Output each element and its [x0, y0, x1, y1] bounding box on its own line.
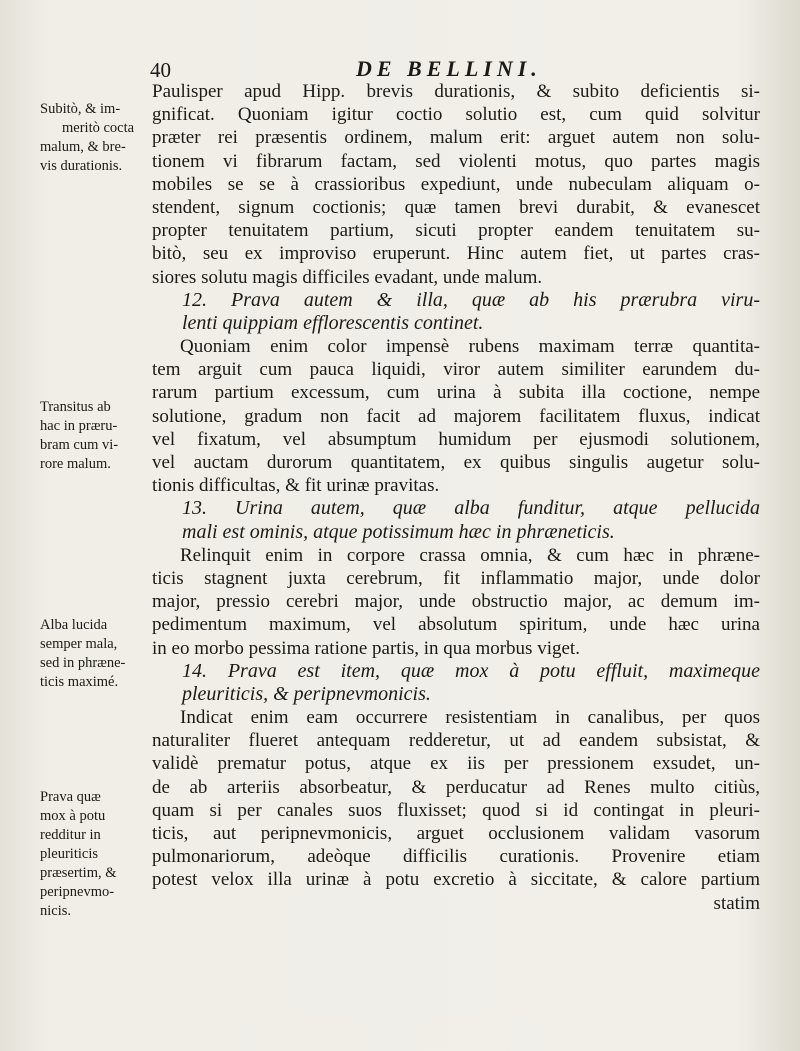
text-line: pedimentum maximum, vel absolutum spiritum, unde hæc urina	[152, 614, 760, 636]
aphorism-heading: 13. Urina autem, quæ alba funditur, atque pellucida	[182, 497, 760, 520]
margin-line: Transitus ab	[40, 399, 111, 415]
margin-line: bram cum vi-	[40, 437, 119, 453]
text-line: tem arguit cum pauca liquidi, viror autem similiter earundem du-	[152, 359, 760, 381]
margin-line: ticis maximé.	[40, 674, 119, 690]
text-line: solutione, gradum non facit ad majorem facilitatem fluxus, indicat	[152, 405, 760, 427]
text-line: major, pressio cerebri major, unde obstructio major, ac demum im-	[152, 591, 760, 613]
text-line: tionem vi fibrarum factam, sed violenti motus, quo partes magis	[152, 150, 760, 172]
margin-note-2	[40, 398, 118, 474]
margin-line: Prava quæ	[40, 789, 101, 805]
aphorism-heading: lenti quippiam efflorescentis continet.	[182, 311, 484, 334]
margin-line: Alba lucida	[40, 617, 108, 633]
text-line: rarum partium excessum, cum urina à subita illa coctione, nempe	[152, 382, 760, 404]
text-line: mobiles se se à crassioribus expediunt, unde nubeculam aliquam o-	[152, 173, 760, 195]
margin-line: semper mala,	[40, 636, 118, 652]
text-line: Paulisper apud Hipp. brevis durationis, & subito deficientis si-	[152, 81, 760, 102]
text-line: naturaliter flueret antequam redderetur, ut ad eandem subsistat, &	[152, 730, 760, 752]
margin-line: redditur in	[40, 827, 101, 843]
aphorism-heading: 12. Prava autem & illa, quæ ab his prærubra viru-	[182, 288, 760, 311]
text-line: præter rei præsentis ordinem, malum erit: arguet autem non solu-	[152, 127, 760, 149]
text-line: in eo morbo pessima ratione partis, in qua morbus viget.	[152, 637, 580, 659]
margin-line: meritò cocta	[62, 120, 135, 136]
margin-line: mox à potu	[40, 808, 106, 824]
text-line: potest velox illa urinæ à potu excretio à siccitate, & calore partium	[152, 869, 760, 891]
catchword: statim	[713, 892, 760, 914]
margin-line: peripnevmo-	[40, 884, 115, 900]
margin-note-1	[40, 100, 134, 176]
aphorism-heading: pleuriticis, & peripnevmonicis.	[182, 682, 431, 705]
page-number: 40	[150, 58, 171, 82]
aphorism-heading: mali est ominis, atque potissimum hæc in phræneticis.	[182, 520, 615, 543]
text-line: validè prematur potus, atque ex iis per pressionem exsudet, un-	[152, 753, 760, 775]
text-line: pulmonariorum, adeòque difficilis curationis. Provenire etiam	[152, 846, 760, 868]
text-line: siores solutu magis difficiles evadant, unde malum.	[152, 266, 543, 288]
text-line: quam si per canales suos fluxisset; quod si id contingat in pleuri-	[152, 799, 760, 821]
margin-note-3	[40, 616, 125, 692]
main-text	[152, 80, 760, 915]
text-line: Quoniam enim color impensè rubens maximam terræ quantita-	[180, 336, 760, 358]
text-line: tionis difficultas, & fit urinæ pravitas.	[152, 475, 440, 497]
margin-line: præsertim, &	[40, 865, 117, 881]
text-line: gnificat. Quoniam igitur coctio solutio est, cum quid solvitur	[152, 104, 760, 126]
text-line: vel fixatum, vel absumptum humidum per ejusmodi solutionem,	[152, 428, 760, 450]
margin-line: nicis.	[40, 903, 72, 919]
margin-line: hac in præru-	[40, 418, 118, 434]
margin-note-4	[40, 788, 117, 921]
margin-line: rore malum.	[40, 456, 111, 472]
text-line: ticis stagnent juxta cerebrum, fit inflammatio major, unde dolor	[152, 567, 760, 589]
text-line: bitò, seu ex improviso eruperunt. Hinc autem fiet, ut partes cras-	[152, 243, 760, 265]
text-line: Relinquit enim in corpore crassa omnia, & cum hæc in phræne-	[180, 544, 760, 566]
text-line: Indicat enim eam occurrere resistentiam in canalibus, per quos	[180, 707, 760, 729]
margin-line: Subitò, & im-	[40, 101, 121, 117]
running-header	[0, 52, 800, 82]
margin-line: malum, & bre-	[40, 139, 126, 155]
aphorism-heading: 14. Prava est item, quæ mox à potu effluit, maximeque	[182, 659, 760, 682]
text-line: vel auctam durorum quantitatem, ex quibus singulis augetur solu-	[152, 452, 760, 473]
running-title: DE BELLINI.	[356, 56, 542, 81]
margin-line: sed in phræne-	[40, 655, 126, 671]
margin-line: pleuriticis	[40, 846, 98, 862]
margin-line: vis durationis.	[40, 158, 123, 174]
text-line: propter tenuitatem partium, sicuti propter eandem tenuitatem su-	[152, 220, 760, 242]
text-line: ticis, aut peripnevmonicis, arguet occlusionem validam vasorum	[152, 823, 760, 844]
text-line: stendent, signum coctionis; quæ tamen brevi durabit, & evanescet	[152, 196, 760, 218]
text-line: de ab arteriis absorbeatur, & perducatur ad Renes multo citiùs,	[152, 776, 760, 798]
